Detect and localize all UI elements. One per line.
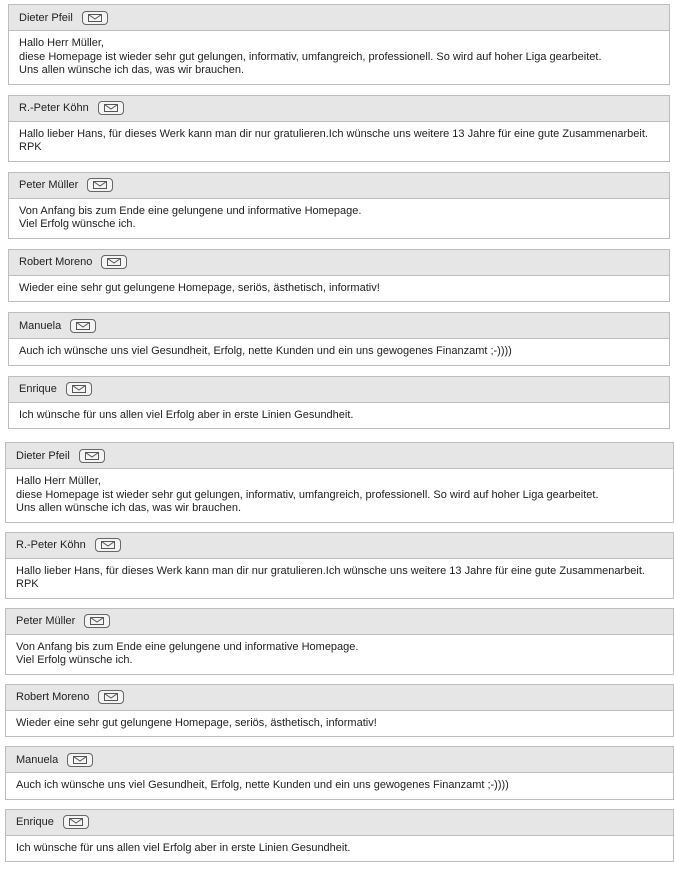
envelope-icon[interactable] [98,101,124,115]
entry-header [9,313,669,339]
entry-message: Ich wünsche für uns allen viel Erfolg aber in erste Linien Gesundheit. [19,408,354,421]
author-name: Manuela [19,319,62,332]
envelope-icon[interactable] [87,178,113,192]
entry-header [6,609,673,635]
entry-header [6,443,673,469]
guestbook-entry [5,532,674,599]
author-name: R.-Peter Köhn [16,539,86,551]
guestbook-entry [8,4,670,85]
entry-header [6,533,673,559]
envelope-icon[interactable] [67,753,93,767]
author-name: Peter Müller [19,179,79,191]
envelope-icon[interactable] [66,382,92,396]
author-name: R.-Peter Köhn [19,102,89,114]
entry-header [9,250,669,276]
author-name: Dieter Pfeil [16,449,70,462]
envelope-icon[interactable] [84,614,110,628]
envelope-icon[interactable] [79,449,105,463]
entry-message: Hallo lieber Hans, für dieses Werk kann man dir nur gratulieren.Ich wünsche uns weitere 13 Jahre für eine gute Zusammenarbeit. RPK [19,127,648,153]
guestbook-entry [8,312,670,366]
author-name: Robert Moreno [19,256,93,268]
author-name: Dieter Pfeil [19,11,73,24]
guestbook-entry [5,684,674,738]
author-name: Robert Moreno [16,691,90,703]
guestbook-entry [5,442,674,523]
author-name: Peter Müller [16,615,76,627]
envelope-icon[interactable] [63,815,89,829]
entry-message: Von Anfang bis zum Ende eine gelungene und informative Homepage. Viel Erfolg wünsche ich. [16,640,359,666]
entry-header [9,173,669,199]
author-name: Enrique [19,383,57,395]
entry-message: Hallo Herr Müller, diese Homepage ist wieder sehr gut gelungen, informativ, umfangreich, professionell. So wird auf hoher Liga gearbeitet. Uns allen wünsche ich das, was wir brauchen. [19,37,602,76]
entry-header [6,685,673,711]
author-name: Enrique [16,816,54,828]
entry-header [6,747,673,773]
entry-message: Wieder eine sehr gut gelungene Homepage, seriös, ästhetisch, informativ! [19,281,380,294]
entry-header [6,810,673,836]
guestbook-entry [5,809,674,863]
entry-message: Wieder eine sehr gut gelungene Homepage, seriös, ästhetisch, informativ! [16,716,377,729]
guestbook-entry [8,172,670,239]
guestbook-entry [8,249,670,303]
guestbook-entry [5,608,674,675]
envelope-icon[interactable] [95,538,121,552]
envelope-icon[interactable] [70,319,96,333]
guestbook-entry [5,746,674,800]
entry-header [9,377,669,403]
author-name: Manuela [16,753,59,766]
entry-message: Hallo lieber Hans, für dieses Werk kann man dir nur gratulieren.Ich wünsche uns weitere 13 Jahre für eine gute Zusammenarbeit. RPK [16,564,645,590]
entry-header [9,5,669,31]
envelope-icon[interactable] [98,690,124,704]
entry-message: Hallo Herr Müller, diese Homepage ist wieder sehr gut gelungen, informativ, umfangreich, professionell. So wird auf hoher Liga gearbeitet. Uns allen wünsche ich das, was wir brauchen. [16,475,599,514]
entry-message: Von Anfang bis zum Ende eine gelungene und informative Homepage. Viel Erfolg wünsche ich. [19,204,362,230]
entry-message: Ich wünsche für uns allen viel Erfolg aber in erste Linien Gesundheit. [16,841,351,854]
guestbook-list-bottom [5,442,674,871]
guestbook-list-top [8,4,670,439]
guestbook-entry [8,376,670,430]
guestbook-entry [8,95,670,162]
entry-message: Auch ich wünsche uns viel Gesundheit, Erfolg, nette Kunden und ein uns gewogenes Finanzamt ;-)))) [19,345,512,357]
envelope-icon[interactable] [101,255,127,269]
envelope-icon[interactable] [82,11,108,25]
entry-message: Auch ich wünsche uns viel Gesundheit, Erfolg, nette Kunden und ein uns gewogenes Finanzamt ;-)))) [16,779,509,791]
entry-header [9,96,669,122]
